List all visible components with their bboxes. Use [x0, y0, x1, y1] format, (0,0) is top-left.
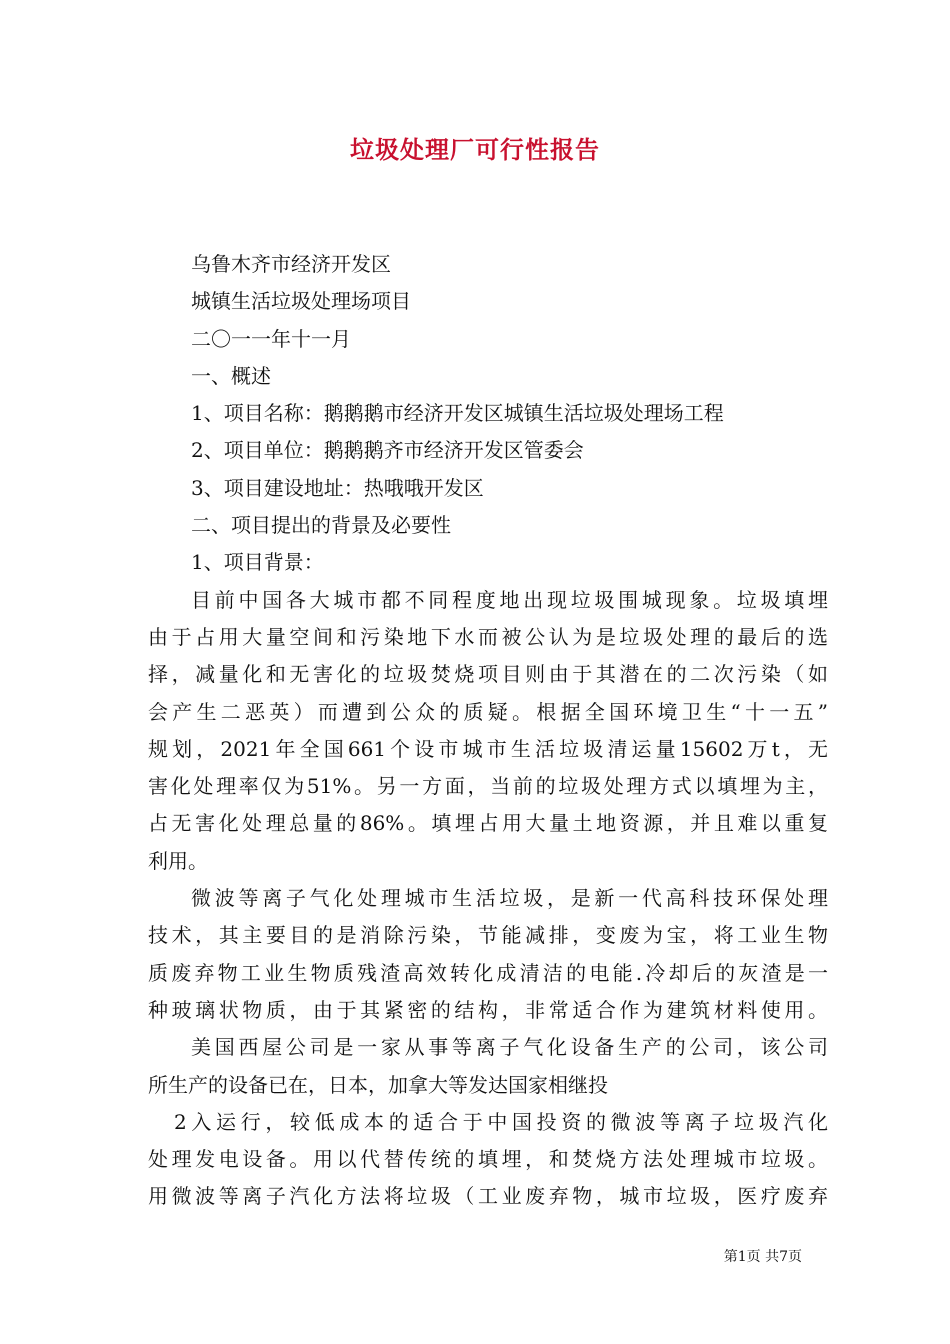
body-line: 处理发电设备。用以代替传统的填埋，和焚烧方法处理城市垃圾。	[148, 1147, 828, 1172]
document-title: 垃圾处理厂可行性报告	[350, 135, 600, 164]
page-number: 第1页 共7页	[723, 1249, 802, 1265]
body-line: 害化处理率仅为51%。另一方面，当前的垃圾处理方式以填埋为主，	[148, 774, 828, 799]
body-line: 会产生二恶英）而遭到公众的质疑。根据全国环境卫生“十一五”	[148, 699, 828, 724]
body-line: 种玻璃状物质，由于其紧密的结构，非常适合作为建筑材料使用。	[148, 997, 828, 1022]
body-line: 占无害化处理总量的86%。填埋占用大量土地资源，并且难以重复	[148, 811, 828, 836]
body-line: 用微波等离子汽化方法将垃圾（工业废弃物，城市垃圾，医疗废弃	[148, 1184, 828, 1209]
body-line: 1、项目名称：鹅鹅鹅市经济开发区城镇生活垃圾处理场工程	[191, 401, 724, 426]
body-line: 择，减量化和无害化的垃圾焚烧项目则由于其潜在的二次污染（如	[148, 662, 828, 687]
body-line: 3、项目建设地址：热哦哦开发区	[191, 475, 484, 500]
body-line: 1、项目背景：	[191, 550, 324, 575]
body-line: 由于占用大量空间和污染地下水而被公认为是垃圾处理的最后的选	[148, 624, 828, 649]
body-line: 一、概述	[191, 363, 271, 388]
body-line: 规划，2021年全国661个设市城市生活垃圾清运量15602万t，无	[148, 736, 828, 761]
body-line: 微波等离子气化处理城市生活垃圾，是新一代高科技环保处理	[191, 886, 828, 911]
body-line: 2、项目单位：鹅鹅鹅齐市经济开发区管委会	[191, 438, 584, 463]
body-line: 美国西屋公司是一家从事等离子气化设备生产的公司，该公司	[191, 1035, 828, 1060]
body-line: 质废弃物工业生物质残渣高效转化成清洁的电能.冷却后的灰渣是一	[148, 960, 828, 985]
body-line: 城镇生活垃圾处理场项目	[191, 289, 411, 314]
body-line: 所生产的设备已在，日本，加拿大等发达国家相继投	[148, 1072, 608, 1097]
body-line: 2入运行，较低成本的适合于中国投资的微波等离子垃圾汽化	[174, 1109, 828, 1134]
body-line: 利用。	[148, 848, 208, 873]
body-line: 技术，其主要目的是消除污染，节能减排，变废为宝，将工业生物	[148, 923, 828, 948]
document-body	[148, 246, 828, 1216]
body-line: 目前中国各大城市都不同程度地出现垃圾围城现象。垃圾填埋	[191, 587, 828, 612]
body-line: 乌鲁木齐市经济开发区	[191, 252, 391, 276]
body-line: 二、项目提出的背景及必要性	[191, 513, 451, 538]
body-line: 二〇一一年十一月	[191, 326, 351, 351]
